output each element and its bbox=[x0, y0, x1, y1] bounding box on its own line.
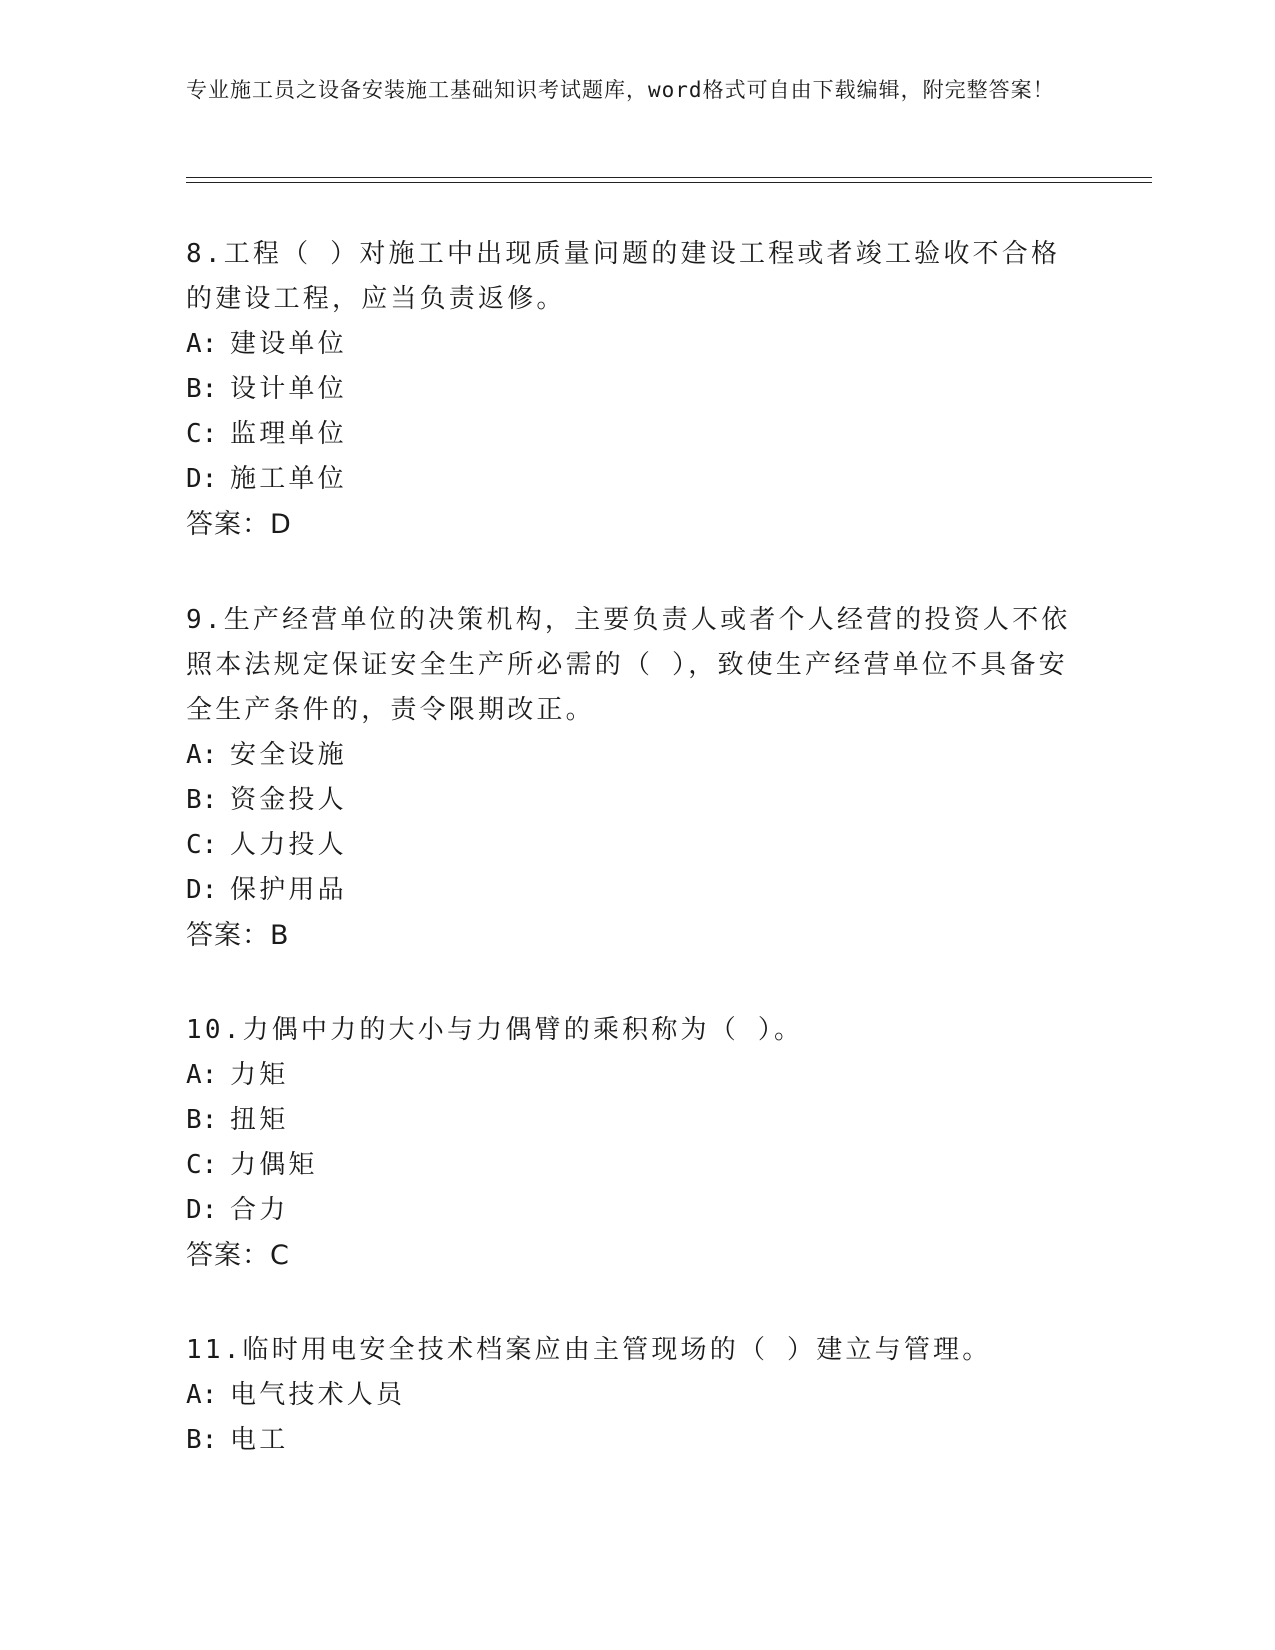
question-text: 8.工程（ ）对施工中出现质量问题的建设工程或者竣工验收不合格的建设工程，应当负责返修。 bbox=[186, 239, 1061, 314]
question-text: 11.临时用电安全技术档案应由主管现场的（ ）建立与管理。 bbox=[186, 1335, 992, 1365]
header-divider-top bbox=[186, 177, 1152, 178]
option-text: 电工 bbox=[230, 1425, 289, 1455]
option-text: 力矩 bbox=[230, 1060, 289, 1090]
option-a bbox=[186, 733, 1086, 778]
option-text: 安全设施 bbox=[230, 740, 347, 770]
option-text: 建设单位 bbox=[230, 329, 347, 359]
header-divider-bottom bbox=[186, 182, 1152, 183]
option-letter: B: bbox=[186, 374, 218, 404]
option-a bbox=[186, 1053, 1086, 1098]
option-letter: C: bbox=[186, 1150, 218, 1180]
option-d bbox=[186, 457, 1086, 502]
option-text: 施工单位 bbox=[230, 464, 347, 494]
question-11 bbox=[186, 1328, 1086, 1463]
option-letter: B: bbox=[186, 785, 218, 815]
option-letter: A: bbox=[186, 1060, 218, 1090]
option-text: 合力 bbox=[230, 1195, 289, 1225]
option-letter: D: bbox=[186, 464, 218, 494]
option-text: 保护用品 bbox=[230, 875, 347, 905]
question-9 bbox=[186, 598, 1086, 959]
option-text: 监理单位 bbox=[230, 419, 347, 449]
answer-line: 答案：C bbox=[186, 1240, 290, 1271]
option-text: 电气技术人员 bbox=[230, 1380, 406, 1410]
option-c bbox=[186, 823, 1086, 868]
option-c bbox=[186, 1143, 1086, 1188]
option-letter: B: bbox=[186, 1425, 218, 1455]
option-b bbox=[186, 1098, 1086, 1143]
option-letter: D: bbox=[186, 875, 218, 905]
option-letter: C: bbox=[186, 830, 218, 860]
option-c bbox=[186, 412, 1086, 457]
option-letter: C: bbox=[186, 419, 218, 449]
document-header: 专业施工员之设备安装施工基础知识考试题库，word格式可自由下载编辑，附完整答案！ bbox=[186, 78, 1055, 102]
option-text: 力偶矩 bbox=[230, 1150, 318, 1180]
question-text: 9.生产经营单位的决策机构，主要负责人或者个人经营的投资人不依照本法规定保证安全生产所必需的（ ），致使生产经营单位不具备安全生产条件的，责令限期改正。 bbox=[186, 605, 1071, 725]
option-d bbox=[186, 868, 1086, 913]
answer-line: 答案：D bbox=[186, 509, 292, 540]
option-letter: B: bbox=[186, 1105, 218, 1135]
question-text: 10.力偶中力的大小与力偶臂的乘积称为（ ）。 bbox=[186, 1015, 804, 1045]
option-letter: A: bbox=[186, 1380, 218, 1410]
option-letter: A: bbox=[186, 329, 218, 359]
option-text: 设计单位 bbox=[230, 374, 347, 404]
option-text: 扭矩 bbox=[230, 1105, 289, 1135]
option-text: 人力投人 bbox=[230, 830, 347, 860]
option-b bbox=[186, 367, 1086, 412]
option-letter: D: bbox=[186, 1195, 218, 1225]
option-letter: A: bbox=[186, 740, 218, 770]
question-8 bbox=[186, 232, 1086, 548]
option-b bbox=[186, 1418, 1086, 1463]
answer-line: 答案：B bbox=[186, 920, 290, 951]
option-text: 资金投人 bbox=[230, 785, 347, 815]
option-a bbox=[186, 322, 1086, 367]
option-d bbox=[186, 1188, 1086, 1233]
question-10 bbox=[186, 1008, 1086, 1279]
option-b bbox=[186, 778, 1086, 823]
option-a bbox=[186, 1373, 1086, 1418]
